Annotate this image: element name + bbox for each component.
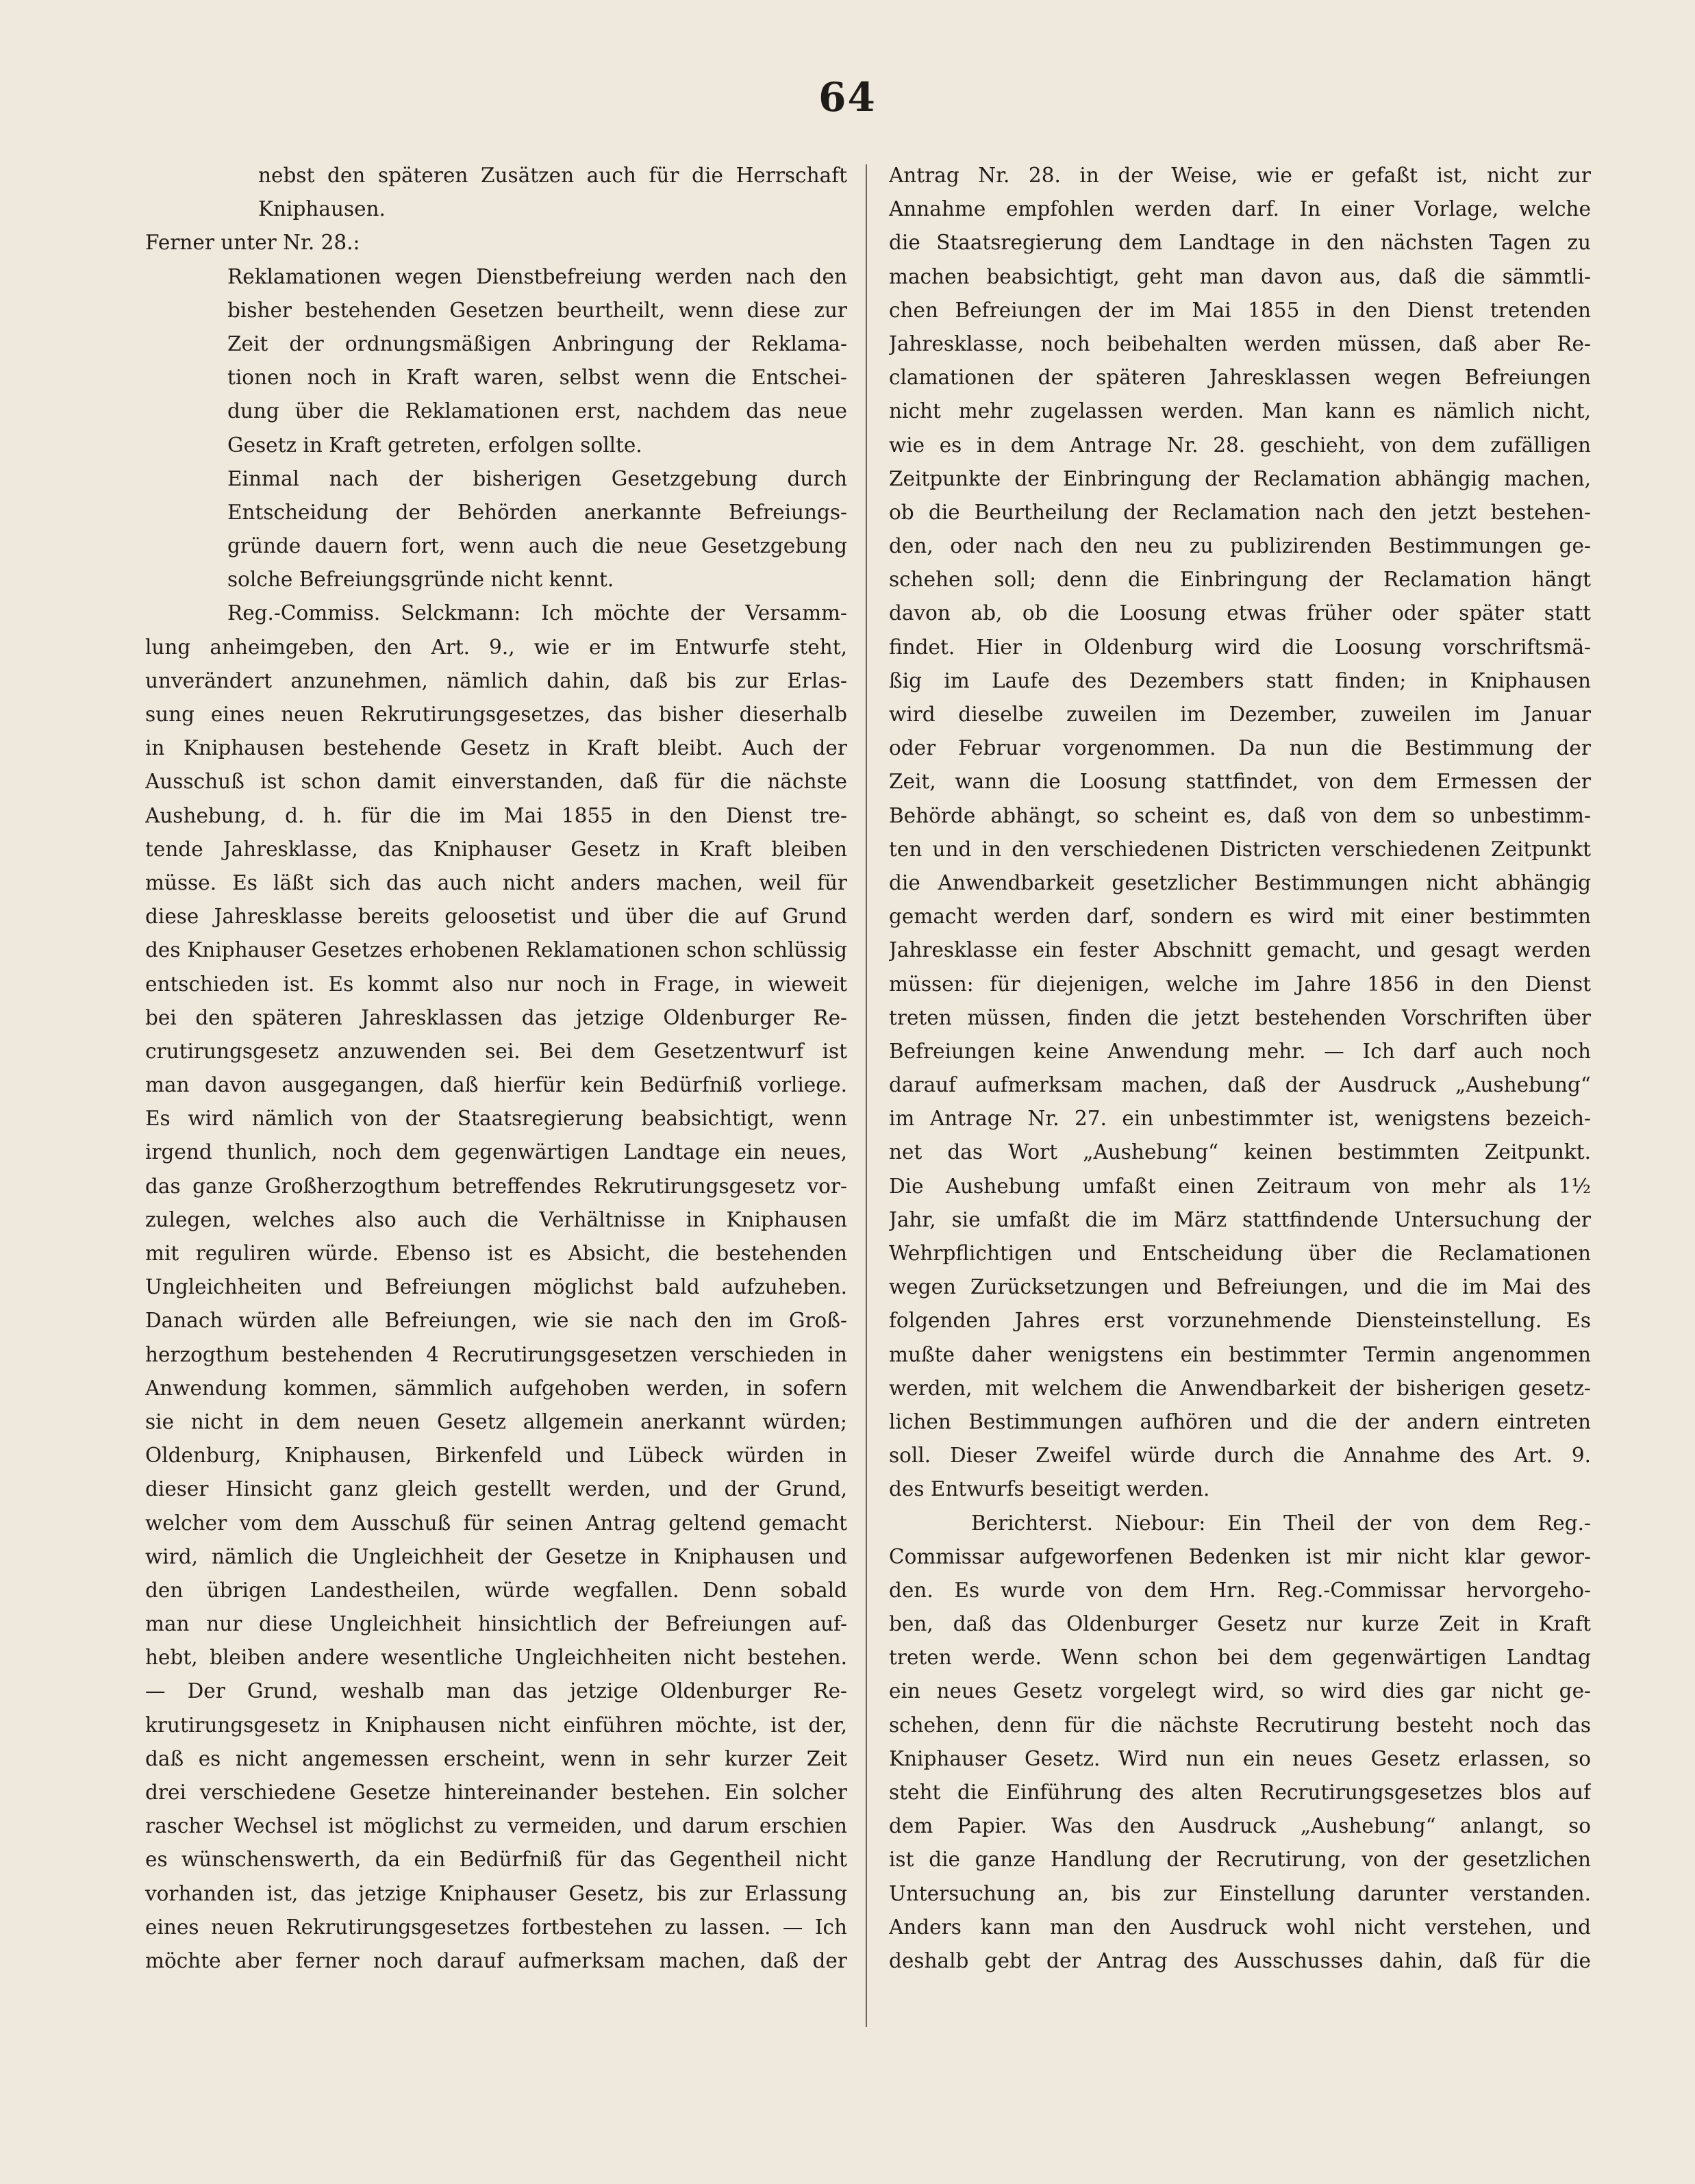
text-line: Gesetz in Kraft getreten, erfolgen sollte. [227,433,642,457]
text-line: sung eines neuen Rekrutirungsgesetzes, das bisher dieserhalb [145,703,847,726]
text-line: diese Jahresklasse bereits geloosetist und über die auf Grund [145,905,847,929]
text-line: Ausschuß ist schon damit einverstanden, daß für die nächste [145,770,847,794]
text-line: Ungleichheiten und Befreiungen möglichst bald aufzuheben. [145,1275,847,1299]
text-line: zulegen, welches also auch die Verhältnisse in Kniphausen [145,1207,847,1231]
text-line: machen beabsichtigt, geht man davon aus, daß die sämmtli- [889,264,1591,288]
text-line: schehen soll; denn die Einbringung der Reclamation hängt [889,568,1591,592]
text-line: eines neuen Rekrutirungsgesetzes fortbestehen zu lassen. — Ich [145,1915,847,1939]
text-line: ben, daß das Oldenburger Gesetz nur kurze Zeit in Kraft [889,1612,1591,1636]
text-line: vorhanden ist, das jetzige Kniphauser Gesetz, bis zur Erlassung [145,1881,847,1905]
text-line: folgenden Jahres erst vorzunehmende Diensteinstellung. Es [889,1309,1591,1333]
text-line: müsse. Es läßt sich das auch nicht anders machen, weil für [145,870,847,894]
text-line: ob die Beurtheilung der Reclamation nach den jetzt bestehen- [889,500,1591,524]
text-line: mußte daher wenigstens ein bestimmter Termin angenommen [889,1342,1591,1366]
text-line: irgend thunlich, noch dem gegenwärtigen Landtage ein neues, [145,1140,847,1164]
text-line: nicht mehr zugelassen werden. Man kann es nämlich nicht, [889,399,1591,423]
text-line: wird dieselbe zuweilen im Dezember, zuweilen im Januar [889,703,1591,726]
text-line: gründe dauern fort, wenn auch die neue Gesetzgebung [227,534,847,558]
text-line: solche Befreiungsgründe nicht kennt. [227,568,614,592]
text-line: Befreiungen keine Anwendung mehr. — Ich darf auch noch [889,1039,1591,1063]
text-line: herzogthum bestehenden 4 Recrutirungsgesetzen verschieden in [145,1342,847,1366]
text-line: dem Papier. Was den Ausdruck „Aushebung“ anlangt, so [889,1814,1591,1838]
text-line: tende Jahresklasse, das Kniphauser Gesetz in Kraft bleiben [145,837,847,861]
text-line: Zeitpunkte der Einbringung der Reclamation abhängig machen, [889,466,1591,490]
text-line: Reg.-Commiss. Selckmann: Ich möchte der Versamm- [227,601,847,625]
text-line: tionen noch in Kraft waren, selbst wenn die Entschei- [227,366,847,390]
text-line: findet. Hier in Oldenburg wird die Loosung vorschriftsmä- [889,635,1591,659]
text-line: Oldenburg, Kniphausen, Birkenfeld und Lübeck würden in [145,1444,847,1468]
text-line: Berichterst. Niebour: Ein Theil der von dem Reg.- [971,1511,1591,1535]
text-line: dung über die Reklamationen erst, nachdem das neue [227,399,847,423]
text-line: Annahme empfohlen werden darf. In einer Vorlage, welche [889,197,1591,221]
text-line: crutirungsgesetz anzuwenden sei. Bei dem Gesetzentwurf ist [145,1039,847,1063]
text-line: hebt, bleiben andere wesentliche Ungleichheiten nicht bestehen. [145,1646,847,1670]
text-line: bisher bestehenden Gesetzen beurtheilt, wenn diese zur [227,298,847,322]
text-line: Es wird nämlich von der Staatsregierung beabsichtigt, wenn [145,1107,847,1131]
text-line: Jahresklasse, noch beibehalten werden müssen, daß aber Re- [889,331,1591,355]
text-line: Behörde abhängt, so scheint es, daß von dem so unbestimm- [889,803,1591,827]
text-line: steht die Einführung des alten Recrutirungsgesetzes blos auf [889,1781,1591,1804]
text-line: nebst den späteren Zusätzen auch für die Herrschaft [258,164,847,187]
text-line: Ferner unter Nr. 28.: [145,231,360,255]
text-line: ßig im Laufe des Dezembers statt finden; in Kniphausen [889,668,1591,692]
text-line: müssen: für diejenigen, welche im Jahre 1856 in den Dienst [889,972,1591,996]
left-column [145,159,847,1978]
text-line: Zeit, wann die Loosung stattfindet, von dem Ermessen der [889,770,1591,794]
text-line: Commissar aufgeworfenen Bedenken ist mir nicht klar gewor- [889,1544,1591,1568]
text-line: Wehrpflichtigen und Entscheidung über die Reclamationen [889,1242,1591,1265]
text-line: Jahresklasse ein fester Abschnitt gemacht, und gesagt werden [889,938,1591,962]
text-line: Antrag Nr. 28. in der Weise, wie er gefaßt ist, nicht zur [889,164,1591,187]
text-line: Einmal nach der bisherigen Gesetzgebung durch [227,466,847,490]
text-line: im Antrage Nr. 27. ein unbestimmter ist, wenigstens bezeich- [889,1107,1591,1131]
text-line: schehen, denn für die nächste Recrutirung besteht noch das [889,1713,1591,1737]
text-line: ist die ganze Handlung der Recrutirung, von der gesetzlichen [889,1848,1591,1872]
text-line: mit reguliren würde. Ebenso ist es Absicht, die bestehenden [145,1242,847,1265]
text-line: chen Befreiungen der im Mai 1855 in den Dienst tretenden [889,298,1591,322]
text-line: net das Wort „Aushebung“ keinen bestimmten Zeitpunkt. [889,1140,1591,1164]
text-line: Anders kann man den Ausdruck wohl nicht verstehen, und [889,1915,1591,1939]
text-line: ten und in den verschiedenen Districten verschiedenen Zeitpunkt [889,837,1591,861]
text-line: darauf aufmerksam machen, daß der Ausdruck „Aushebung“ [889,1073,1591,1097]
column-divider [866,164,867,2027]
text-line: dieser Hinsicht ganz gleich gestellt werden, und der Grund, [145,1477,847,1501]
text-line: wegen Zurücksetzungen und Befreiungen, und die im Mai des [889,1275,1591,1299]
text-line: davon ab, ob die Loosung etwas früher oder später statt [889,601,1591,625]
text-line: möchte aber ferner noch darauf aufmerksam machen, daß der [145,1948,847,1972]
text-line: in Kniphausen bestehende Gesetz in Kraft bleibt. Auch der [145,736,847,760]
text-line: Jahr, sie umfaßt die im März stattfindende Untersuchung der [889,1207,1591,1231]
text-line: soll. Dieser Zweifel würde durch die Annahme des Art. 9. [889,1444,1591,1468]
text-line: daß es nicht angemessen erscheint, wenn in sehr kurzer Zeit [145,1746,847,1770]
text-line: das ganze Großherzogthum betreffendes Rekrutirungsgesetz vor- [145,1174,847,1198]
text-line: Entscheidung der Behörden anerkannte Befreiungs- [227,500,847,524]
text-line: Reklamationen wegen Dienstbefreiung werden nach den [227,264,847,288]
text-line: sie nicht in dem neuen Gesetz allgemein anerkannt würden; [145,1409,847,1433]
page-number: 64 [818,74,877,121]
text-line: Kniphauser Gesetz. Wird nun ein neues Gesetz erlassen, so [889,1746,1591,1770]
text-line: welcher vom dem Ausschuß für seinen Antrag geltend gemacht [145,1511,847,1535]
text-line: bei den späteren Jahresklassen das jetzige Oldenburger Re- [145,1005,847,1029]
text-line: entschieden ist. Es kommt also nur noch in Frage, in wieweit [145,972,847,996]
text-line: clamationen der späteren Jahresklassen wegen Befreiungen [889,366,1591,390]
text-line: Aushebung, d. h. für die im Mai 1855 in den Dienst tre- [145,803,847,827]
text-line: Danach würden alle Befreiungen, wie sie nach den im Groß- [145,1309,847,1333]
text-line: man nur diese Ungleichheit hinsichtlich der Befreiungen auf- [145,1612,847,1636]
text-line: wird, nämlich die Ungleichheit der Gesetze in Kniphausen und [145,1544,847,1568]
text-line: des Kniphauser Gesetzes erhobenen Reklamationen schon schlüssig [145,938,847,962]
text-line: unverändert anzunehmen, nämlich dahin, daß bis zur Erlas- [145,668,847,692]
text-line: es wünschenswerth, da ein Bedürfniß für das Gegentheil nicht [145,1848,847,1872]
text-line: ein neues Gesetz vorgelegt wird, so wird dies gar nicht ge- [889,1679,1591,1703]
text-line: gemacht werden darf, sondern es wird mit einer bestimmten [889,905,1591,929]
text-line: rascher Wechsel ist möglichst zu vermeiden, und darum erschien [145,1814,847,1838]
text-line: Zeit der ordnungsmäßigen Anbringung der Reklama- [227,331,847,355]
text-line: — Der Grund, weshalb man das jetzige Oldenburger Re- [145,1679,847,1703]
text-line: die Anwendbarkeit gesetzlicher Bestimmungen nicht abhängig [889,870,1591,894]
right-column [889,159,1591,1978]
text-line: deshalb gebt der Antrag des Ausschusses dahin, daß für die [889,1948,1591,1972]
text-line: lung anheimgeben, den Art. 9., wie er im Entwurfe steht, [145,635,847,659]
text-line: werden, mit welchem die Anwendbarkeit der bisherigen gesetz- [889,1376,1591,1400]
text-line: den übrigen Landestheilen, würde wegfallen. Denn sobald [145,1578,847,1602]
text-line: man davon ausgegangen, daß hierfür kein Bedürfniß vorliege. [145,1073,847,1097]
text-line: Die Aushebung umfaßt einen Zeitraum von mehr als 1½ [889,1174,1591,1198]
text-line: wie es in dem Antrage Nr. 28. geschieht, von dem zufälligen [889,433,1591,457]
text-line: krutirungsgesetz in Kniphausen nicht einführen möchte, ist der, [145,1713,847,1737]
text-line: treten werde. Wenn schon bei dem gegenwärtigen Landtag [889,1646,1591,1670]
text-line: Anwendung kommen, sämmlich aufgehoben werden, in sofern [145,1376,847,1400]
text-line: den, oder nach den neu zu publizirenden Bestimmungen ge- [889,534,1591,558]
text-line: Untersuchung an, bis zur Einstellung darunter verstanden. [889,1881,1591,1905]
text-line: die Staatsregierung dem Landtage in den nächsten Tagen zu [889,231,1591,255]
text-line: treten müssen, finden die jetzt bestehenden Vorschriften über [889,1005,1591,1029]
text-line: oder Februar vorgenommen. Da nun die Bestimmung der [889,736,1591,760]
text-line: drei verschiedene Gesetze hintereinander bestehen. Ein solcher [145,1781,847,1804]
text-line: des Entwurfs beseitigt werden. [889,1477,1210,1501]
text-line: lichen Bestimmungen aufhören und die der andern eintreten [889,1409,1591,1433]
text-line: Kniphausen. [258,197,386,221]
text-line: den. Es wurde von dem Hrn. Reg.-Commissar hervorgeho- [889,1578,1591,1602]
